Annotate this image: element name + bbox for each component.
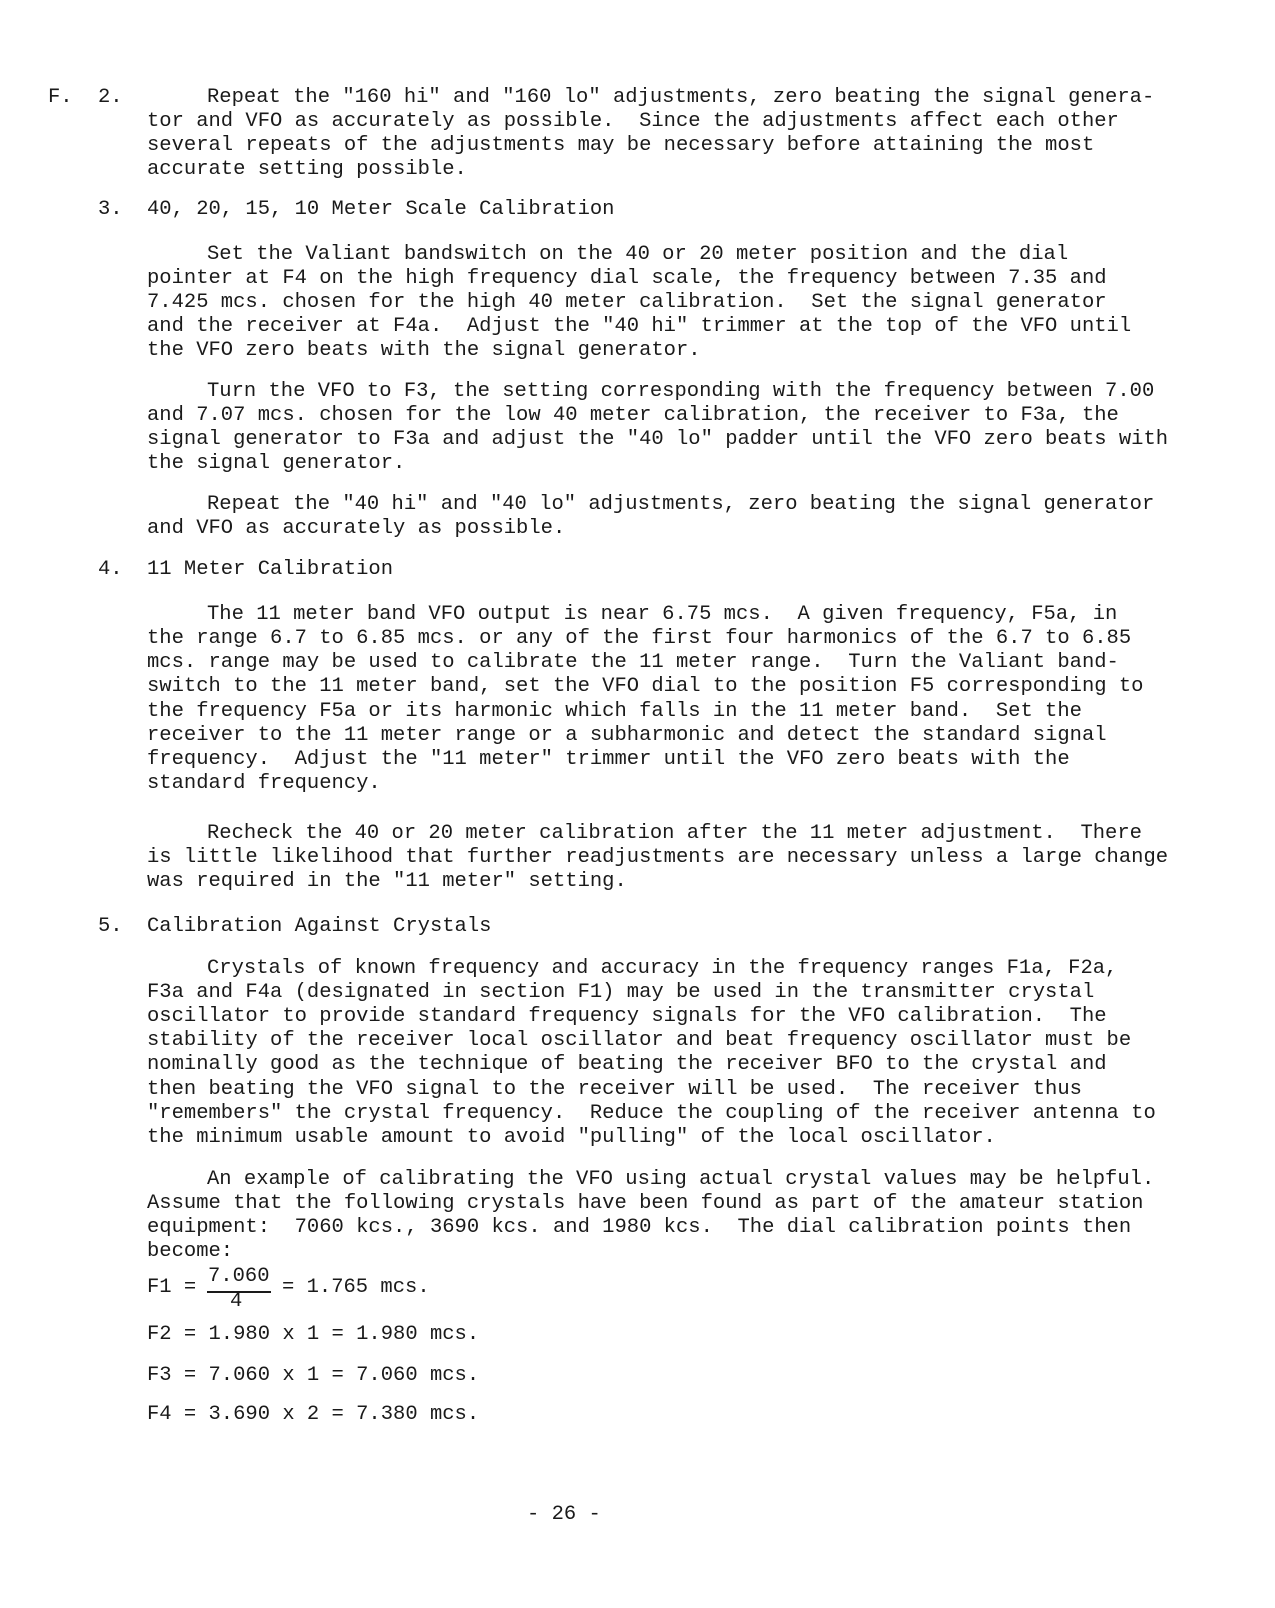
text-line: Turn the VFO to F3, the setting corresponding with the frequency between 7.00 [207, 380, 1155, 403]
section-3-title: 40, 20, 15, 10 Meter Scale Calibration [147, 198, 615, 221]
section-5-title: Calibration Against Crystals [147, 915, 492, 938]
text-line: the VFO zero beats with the signal generator. [147, 339, 701, 362]
text-line: the signal generator. [147, 452, 406, 475]
text-line: pointer at F4 on the high frequency dial scale, the frequency between 7.35 and [147, 267, 1107, 290]
text-line: and the receiver at F4a. Adjust the "40 hi" trimmer at the top of the VFO until [147, 315, 1132, 338]
formula-f1-denominator: 4 [230, 1290, 243, 1313]
text-line: "remembers" the crystal frequency. Reduce the coupling of the receiver antenna to [147, 1102, 1156, 1125]
text-line: the range 6.7 to 6.85 mcs. or any of the first four harmonics of the 6.7 to 6.85 [147, 627, 1132, 650]
text-line: and 7.07 mcs. chosen for the low 40 meter calibration, the receiver to F3a, the [147, 404, 1119, 427]
formula-f1-numerator: 7.060 [208, 1265, 270, 1288]
text-line: Repeat the "160 hi" and "160 lo" adjustments, zero beating the signal genera- [207, 86, 1155, 109]
text-line: nominally good as the technique of beating the receiver BFO to the crystal and [147, 1053, 1107, 1076]
text-line: signal generator to F3a and adjust the "40 lo" padder until the VFO zero beats with [147, 428, 1169, 451]
text-line: The 11 meter band VFO output is near 6.75 mcs. A given frequency, F5a, in [207, 603, 1118, 626]
formula-f1-rhs: = 1.765 mcs. [282, 1276, 430, 1299]
text-line: switch to the 11 meter band, set the VFO dial to the position F5 corresponding to [147, 675, 1144, 698]
formula-f2: F2 = 1.980 x 1 = 1.980 mcs. [147, 1323, 480, 1346]
text-line: Set the Valiant bandswitch on the 40 or 20 meter position and the dial [207, 243, 1069, 266]
text-line: oscillator to provide standard frequency signals for the VFO calibration. The [147, 1005, 1107, 1028]
text-line: Crystals of known frequency and accuracy in the frequency ranges F1a, F2a, [207, 957, 1118, 980]
section-4-title: 11 Meter Calibration [147, 558, 394, 581]
text-line: An example of calibrating the VFO using actual crystal values may be helpful. [207, 1168, 1155, 1191]
text-line: frequency. Adjust the "11 meter" trimmer until the VFO zero beats with the [147, 748, 1070, 771]
formula-f1-lhs: F1 = [147, 1276, 197, 1299]
text-line: Assume that the following crystals have been found as part of the amateur station [147, 1192, 1144, 1215]
section-3-number: 3. [98, 198, 123, 221]
section-5-number: 5. [98, 915, 123, 938]
text-line: mcs. range may be used to calibrate the 11 meter range. Turn the Valiant band- [147, 651, 1119, 674]
text-line: was required in the "11 meter" setting. [147, 870, 627, 893]
text-line: and VFO as accurately as possible. [147, 517, 566, 540]
section-marker-f: F. [48, 86, 73, 109]
text-line: receiver to the 11 meter range or a subharmonic and detect the standard signal [147, 724, 1107, 747]
text-line: accurate setting possible. [147, 158, 467, 181]
item-number-2: 2. [98, 86, 123, 109]
text-line: the frequency F5a or its harmonic which falls in the 11 meter band. Set the [147, 700, 1082, 723]
text-line: tor and VFO as accurately as possible. Since the adjustments affect each other [147, 110, 1119, 133]
text-line: stability of the receiver local oscillator and beat frequency oscillator must be [147, 1029, 1132, 1052]
text-line: Repeat the "40 hi" and "40 lo" adjustments, zero beating the signal generator [207, 493, 1155, 516]
formula-f3: F3 = 7.060 x 1 = 7.060 mcs. [147, 1364, 480, 1387]
section-4-number: 4. [98, 558, 123, 581]
text-line: Recheck the 40 or 20 meter calibration after the 11 meter adjustment. There [207, 822, 1142, 845]
text-line: 7.425 mcs. chosen for the high 40 meter calibration. Set the signal generator [147, 291, 1107, 314]
formula-f4: F4 = 3.690 x 2 = 7.380 mcs. [147, 1403, 480, 1426]
text-line: standard frequency. [147, 772, 381, 795]
text-line: equipment: 7060 kcs., 3690 kcs. and 1980 kcs. The dial calibration points then [147, 1216, 1132, 1239]
text-line: become: [147, 1240, 234, 1263]
text-line: several repeats of the adjustments may be necessary before attaining the most [147, 134, 1095, 157]
text-line: is little likelihood that further readjustments are necessary unless a large change [147, 846, 1169, 869]
text-line: the minimum usable amount to avoid "pulling" of the local oscillator. [147, 1126, 996, 1149]
page-number: - 26 - [527, 1503, 601, 1526]
text-line: then beating the VFO signal to the receiver will be used. The receiver thus [147, 1078, 1082, 1101]
text-line: F3a and F4a (designated in section F1) may be used in the transmitter crystal [147, 981, 1095, 1004]
